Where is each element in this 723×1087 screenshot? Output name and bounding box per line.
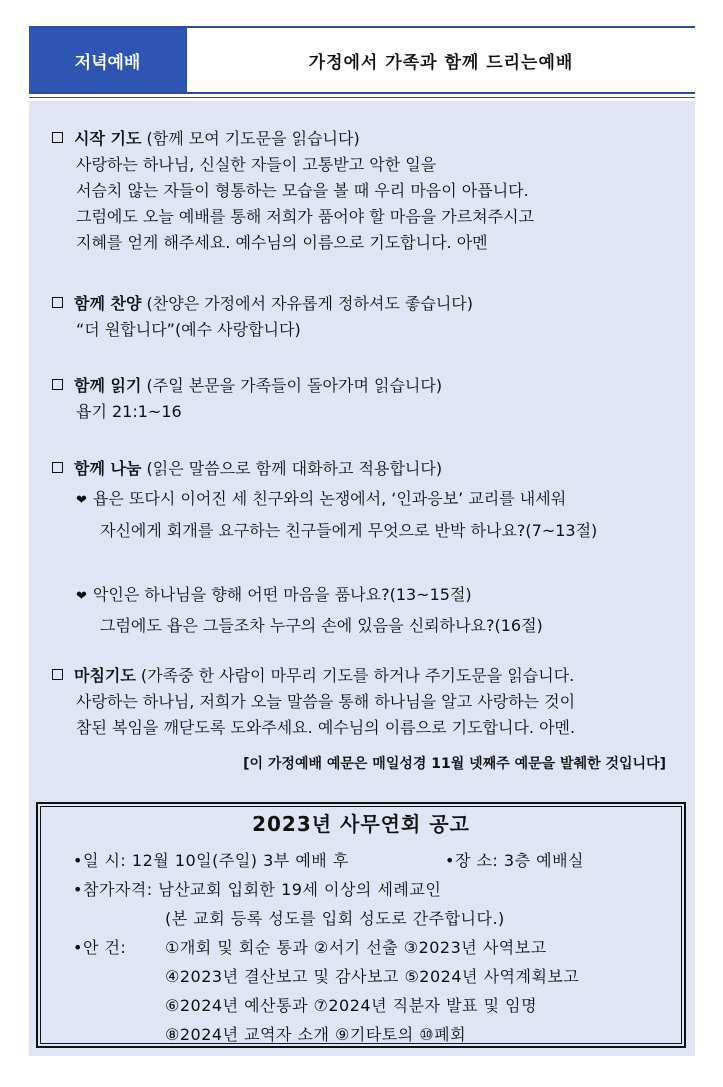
notice-eligibility: •참가자격: 남산교회 입회한 19세 이상의 세례교인 xyxy=(73,880,442,899)
checkbox-square-icon xyxy=(52,297,63,308)
notice-title: 2023년 사무연회 공고 xyxy=(252,812,470,836)
checkbox-square-icon xyxy=(52,462,63,473)
checkbox-square-icon xyxy=(52,132,63,143)
section-heading: 함께 읽기 xyxy=(74,376,142,395)
section-note: (함께 모여 기도문을 읽습니다) xyxy=(141,129,360,148)
song-title: “더 원합니다”(예수 사랑합니다) xyxy=(76,320,301,339)
section-heading: 시작 기도 xyxy=(74,129,142,148)
section-opening-prayer xyxy=(52,126,534,256)
prayer-line: 지혜를 얻게 해주세요. 예수님의 이름으로 기도합니다. 아멘 xyxy=(76,233,488,252)
scripture-reference: 욥기 21:1~16 xyxy=(76,402,182,421)
section-sharing xyxy=(52,456,597,639)
section-heading: 마침기도 xyxy=(74,666,136,685)
checkbox-square-icon xyxy=(52,379,63,390)
section-heading: 함께 찬양 xyxy=(74,294,142,313)
prayer-line: 서슴치 않는 자들이 형통하는 모습을 볼 때 우리 마음이 아픕니다. xyxy=(76,181,529,200)
section-reading xyxy=(52,373,442,425)
prayer-line: 사랑하는 하나님, 저희가 오늘 말씀을 통해 하나님을 알고 사랑하는 것이 xyxy=(76,692,576,711)
notice-datetime: •일 시: 12월 10일(주일) 3부 예배 후 xyxy=(73,851,349,870)
source-footnote: [이 가정예배 예문은 매일성경 11월 넷째주 예문을 발췌한 것입니다] xyxy=(243,756,666,772)
section-note: (주일 본문을 가족들이 돌아가며 읽습니다) xyxy=(141,376,443,395)
agenda-line: ⑧2024년 교역자 소개 ⑨기타토의 ⑩폐회 xyxy=(165,1025,467,1044)
notice-place: •장 소: 3층 예배실 xyxy=(445,851,585,870)
prayer-line: 그럼에도 오늘 예배를 통해 저희가 품어야 할 마음을 가르쳐주시고 xyxy=(76,207,535,226)
agenda-line: ④2023년 결산보고 및 감사보고 ⑤2024년 사역계획보고 xyxy=(165,967,580,986)
prayer-line: 참된 복임을 깨닫도록 도와주세요. 예수님의 이름으로 기도합니다. 아멘. xyxy=(76,718,576,737)
notice-agenda-label: •안 건: xyxy=(73,938,127,957)
question-line: 악인은 하나님을 향해 어떤 마음을 품나요?(13~15절) xyxy=(92,585,472,604)
question-line: 자신에게 회개를 요구하는 친구들에게 무엇으로 반박 하나요?(7~13절) xyxy=(100,521,598,540)
header-title: 가정에서 가족과 함께 드리는예배 xyxy=(186,28,695,92)
section-note: (읽은 말씀으로 함께 대화하고 적용합니다) xyxy=(141,459,443,478)
heart-icon: ❤ xyxy=(76,589,87,604)
header-label: 저녁예배 xyxy=(29,28,186,92)
section-note: (찬양은 가정에서 자유롭게 정하셔도 좋습니다) xyxy=(141,294,473,313)
section-heading: 함께 나눔 xyxy=(74,459,142,478)
section-praise xyxy=(52,291,473,343)
prayer-line: 사랑하는 하나님, 신실한 자들이 고통받고 악한 일을 xyxy=(76,155,437,174)
question-line: 욥은 또다시 이어진 세 친구와의 논쟁에서, ‘인과응보’ 교리를 내세워 xyxy=(92,489,567,508)
question-line: 그럼에도 욥은 그들조차 누구의 손에 있음을 신뢰하나요?(16절) xyxy=(100,616,543,635)
notice-eligibility-note: (본 교회 등록 성도를 입회 성도로 간주합니다.) xyxy=(165,909,505,928)
worship-header xyxy=(29,26,695,94)
heart-icon: ❤ xyxy=(76,493,87,508)
annual-meeting-notice xyxy=(36,802,686,1048)
agenda-line: ⑥2024년 예산통과 ⑦2024년 직분자 발표 및 임명 xyxy=(165,996,538,1015)
agenda-line: ①개회 및 회순 통과 ②서기 선출 ③2023년 사역보고 xyxy=(165,938,547,957)
section-closing-prayer xyxy=(52,663,575,741)
section-note: (가족중 한 사람이 마무리 기도를 하거나 주기도문을 읽습니다. xyxy=(135,666,575,685)
checkbox-square-icon xyxy=(52,669,63,680)
